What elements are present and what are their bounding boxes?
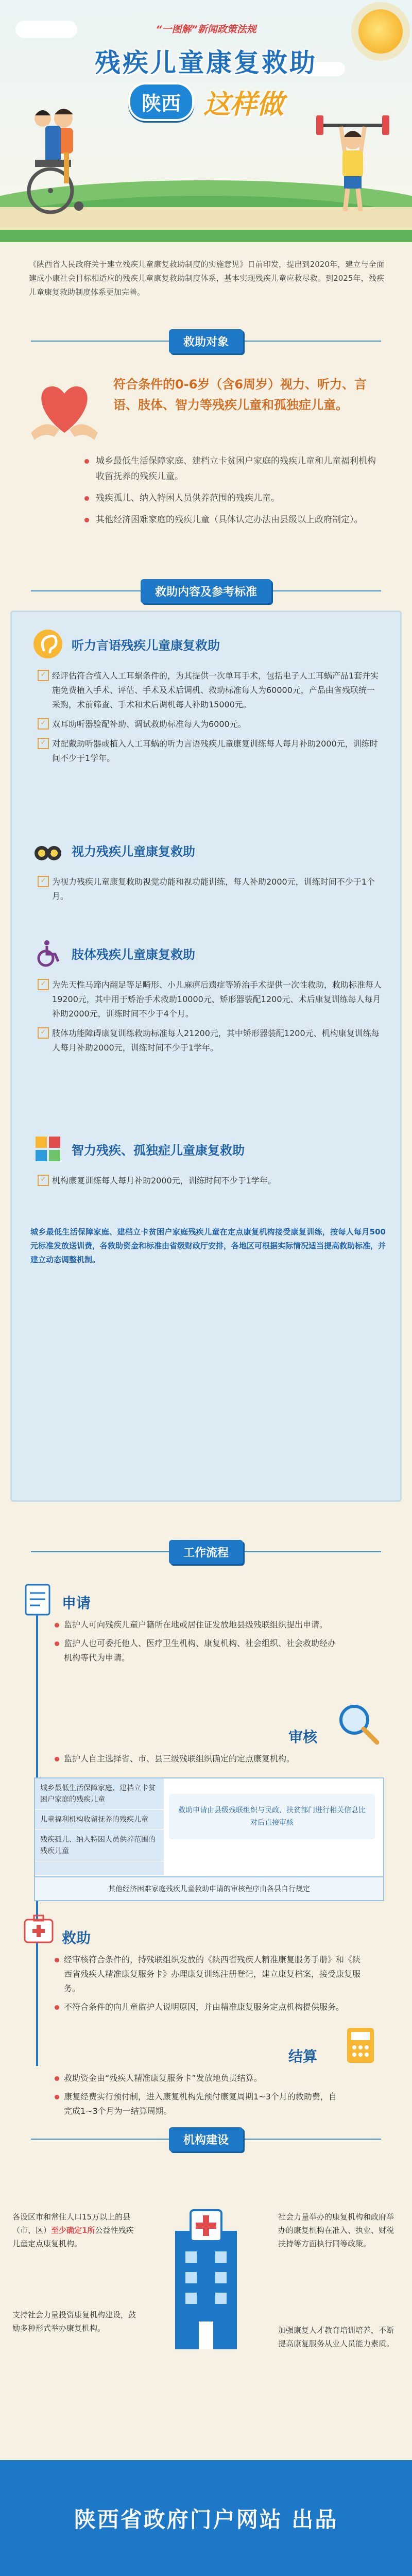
list-item: 城乡最低生活保障家庭、建档立卡贫困户家庭的残疾儿童和儿童福利机构收留抚养的残疾儿童。: [82, 453, 381, 484]
review-category: 城乡最低生活保障家庭、建档立卡贫困户家庭的残疾儿童: [35, 1778, 164, 1810]
step-title-review: 审核: [288, 1728, 318, 1745]
section-title: 救助对象: [169, 329, 243, 353]
list-item: ✓ 肢体功能障碍康复训练救助标准每人21200元，其中矫形器装配1200元、机构康复训练每人每月补助2000元，训练时间不少于1学年。: [38, 1026, 383, 1055]
review-flow-box: [34, 1777, 384, 1901]
org-highlight: 至少确定1所: [51, 2226, 95, 2235]
section-title: 救助内容及参考标准: [141, 579, 271, 603]
list-item: 其他经济困难家庭的残疾儿童（具体认定办法由县级以上政府制定）。: [82, 512, 381, 528]
limb-list: [38, 978, 383, 1060]
ear-icon: [32, 629, 63, 659]
org-text: 公益性残疾儿童定点康复机构。: [12, 2226, 134, 2248]
section-title: 工作流程: [169, 1540, 243, 1564]
org-point: [12, 2210, 136, 2250]
medical-kit-icon: [21, 1911, 57, 1947]
step-title-rescue: 救助: [62, 1929, 91, 1946]
review-categories: [35, 1778, 164, 1875]
calculator-icon: [340, 2025, 381, 2066]
header-banner: [0, 0, 412, 242]
list-item: ✓ 对配戴助听器或植入人工耳蜗的听力言语残疾儿童康复训练每人每月补助2000元，训练时间不少于1学年。: [38, 737, 383, 766]
category-title: 听力言语残疾儿童康复救助: [72, 638, 220, 653]
section-title: 机构建设: [169, 2127, 243, 2151]
process-section: [0, 1571, 412, 2117]
wheelchair-icon: [32, 938, 63, 969]
section-heading-content: [0, 580, 412, 602]
target-list: [82, 453, 381, 534]
review-category: 残疾孤儿、纳入特困人员供养范围的残疾儿童: [35, 1830, 164, 1861]
panel-note: 城乡最低生活保障家庭、建档立卡贫困户家庭残疾儿童在定点康复机构接受康复训练，按每人每月500元标准发放送训费，各救助资金和标准由省级财政厅安排，各地区可根据实际情况适当提高救助标准，并建立动态调整机制。: [30, 1227, 386, 1264]
list-item: 监护人可向残疾儿童户籍所在地或居住证发放地县级残联组织提出申请。: [52, 1618, 340, 1632]
magnifier-icon: [335, 1700, 381, 1747]
org-point: 支持社会力量投资康复机构建设，鼓励多种形式举办康复机构。: [12, 2310, 136, 2333]
hearing-list: [38, 669, 383, 771]
list-item: 救助资金由“残疾人精准康复服务卡”发放地负责结算。: [52, 2071, 340, 2086]
review-method: 救助申请由县级残联组织与民政、扶贫部门进行相关信息比对后直接审核: [169, 1794, 375, 1839]
list-item: 监护人自主选择省、市、县三级残联组织确定的定点康复机构。: [52, 1752, 340, 1766]
category-title: 视力残疾儿童康复救助: [72, 844, 195, 859]
section-heading-target: [0, 330, 412, 352]
org-point: 社会力量举办的康复机构和政府举办的康复机构在准入、执业、财税扶持等方面执行同等政策。: [278, 2212, 394, 2248]
settle-list: [52, 2071, 340, 2123]
slogan: 这样做: [203, 89, 284, 120]
document-icon: [21, 1582, 57, 1618]
list-item: 不符合条件的向儿童监护人说明原因，并由精准康复服务定点机构提供服务。: [52, 2000, 360, 2014]
list-item: ✓ 为视力残疾儿童康复救助视觉功能和视功能训练，每人补助2000元，训练时间不少于1个月。: [38, 875, 383, 904]
apply-list: [52, 1618, 340, 1669]
intro-paragraph: 《陕西省人民政府关于建立残疾儿童康复救助制度的实施意见》日前印发，提出到2020年，建立与全面建成小康社会目标相适应的残疾儿童康复救助制度体系，基本实现残疾儿童应救尽救。到2025年，残疾儿童康复救助制度体系更加完善。: [29, 260, 384, 297]
section-heading-process: [0, 1540, 412, 1563]
puzzle-icon: [32, 1133, 63, 1164]
org-point: 加强康复人才教育培训培养，不断提高康复服务从业人员能力素质。: [278, 2326, 394, 2348]
list-item: ✓ 双耳助听器验配补助、调试救助标准每人为6000元。: [38, 717, 383, 732]
list-item: ✓ 机构康复训练每人每月补助2000元，训练时间不少于1学年。: [38, 1174, 383, 1188]
list-item: 经审核符合条件的，持残联组织发放的《陕西省残疾人精准康复服务手册》和《陕西省残疾人精准康复服务卡》办理康复训练注册登记，建立康复档案，接受康复服务。: [52, 1953, 360, 1996]
vision-list: [38, 875, 383, 909]
heart-hands-icon: [26, 371, 103, 448]
list-item: 残疾孤儿、纳入特困人员供养范围的残疾儿童。: [82, 490, 381, 506]
review-list: [52, 1752, 340, 1770]
review-category: 儿童福利机构收留抚养的残疾儿童: [35, 1810, 164, 1830]
category-vision: [32, 834, 383, 867]
target-section: [21, 361, 391, 577]
list-item: 监护人也可委托他人、医疗卫生机构、康复机构、社会组织、社会救助经办机构等代为申请。: [52, 1636, 340, 1665]
footer-credit: 陕西省政府门户网站 出品: [74, 2506, 338, 2532]
list-item: 康复经费实行预付制，进入康复机构先预付康复周期1~3个月的救助费，自完成1~3个月为一结算周期。: [52, 2090, 340, 2119]
target-lead: 符合条件的0-6岁（含6周岁）视力、听力、言语、肢体、智力等残疾儿童和孤独症儿童。: [113, 377, 367, 412]
header-kicker: “一图解”新闻政策法规: [156, 24, 256, 35]
step-title-settle: 结算: [288, 2048, 318, 2065]
list-item: ✓ 为先天性马蹄内翻足等足畸形、小儿麻痹后遗症等矫治手术提供一次性救助，救助标准每人19200元，其中用于矫治手术救助10000元、矫形器装配1200元、术后康复训练每人每月补助2000元，训练时间不少于4个月。: [38, 978, 383, 1021]
hospital-building-icon: [154, 2200, 258, 2354]
page-title: 残疾儿童康复救助: [95, 48, 317, 78]
binoculars-icon: [32, 835, 63, 866]
content-panel: [10, 611, 402, 1502]
org-section: [0, 2154, 412, 2463]
rescue-list: [52, 1953, 360, 2019]
category-title: 肢体残疾儿童康复救助: [72, 947, 195, 962]
list-item: ✓ 经评估符合植入人工耳蜗条件的，为其提供一次单耳手术，包括电子人工耳蜗产品1套并实施免费植入手术、评估、手术及术后调机、救助标准每人为60000元，产品由省残联统一采购，术前筛查、手术和术后调机每人补助15000元。: [38, 669, 383, 712]
step-title-apply: 申请: [62, 1595, 91, 1612]
category-title: 智力残疾、孤独症儿童康复救助: [72, 1143, 245, 1158]
region-badge: 陕西: [128, 82, 194, 121]
review-other: 其他经济困难家庭残疾儿童救助申请的审核程序由各县自行规定: [35, 1876, 383, 1900]
category-intellect: [32, 1132, 383, 1165]
section-heading-org: [0, 2128, 412, 2150]
intellect-list: [38, 1174, 383, 1193]
org-text: 各设区市和常住人口15万以上的县（市、区）: [12, 2212, 131, 2235]
category-limb: [32, 937, 383, 970]
wheelchair-child-illustration: [14, 103, 92, 216]
footer: [0, 2460, 412, 2576]
category-hearing: [32, 628, 383, 660]
weightlifting-child-illustration: [314, 108, 391, 216]
